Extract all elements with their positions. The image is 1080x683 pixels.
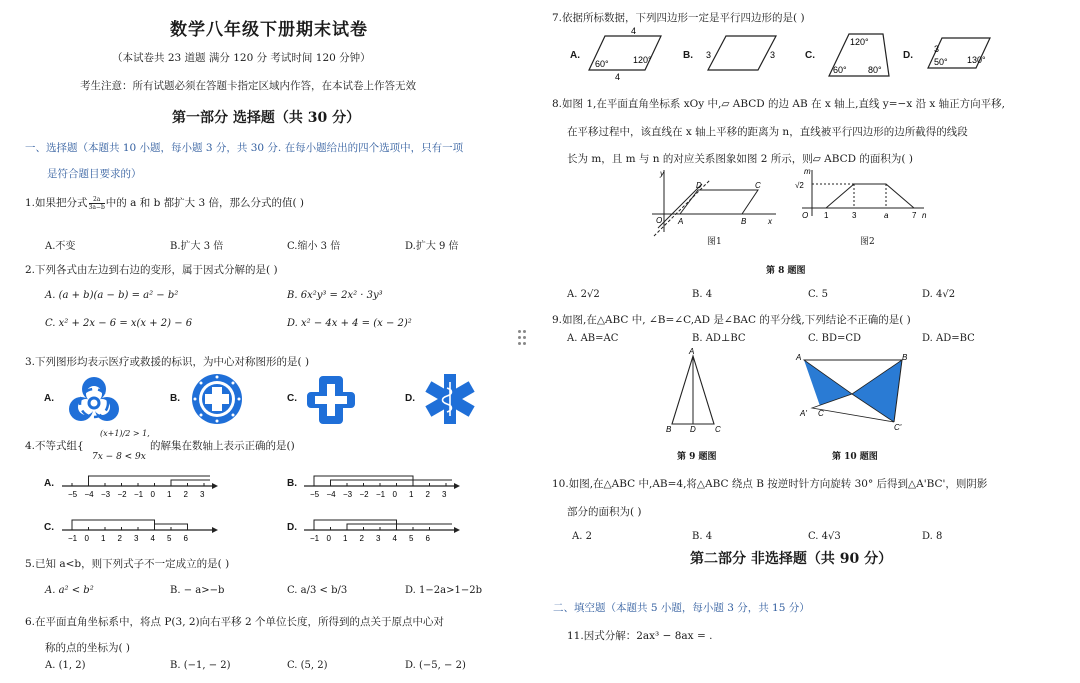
- tick-label: 6: [183, 534, 188, 543]
- q2-option-a[interactable]: A. (a + b)(a − b) = a² − b²: [45, 290, 179, 301]
- tick-label: 0: [392, 490, 397, 499]
- q7-figure-b[interactable]: [700, 26, 780, 82]
- tick-label: −5: [310, 490, 320, 499]
- question-3: 3.下列图形均表示医疗或救援的标识，为中心对称图形的是( ): [25, 356, 310, 368]
- q8g2-tick-a: a: [884, 211, 889, 220]
- q9-option-a[interactable]: A. AB=AC: [567, 333, 619, 344]
- q4-label-b[interactable]: B.: [287, 478, 297, 489]
- tick-label: 2: [425, 490, 430, 499]
- q7-label-a[interactable]: A.: [570, 50, 580, 61]
- q8-fig1-label: 图1: [707, 237, 722, 247]
- q7a-angle1: 60°: [595, 59, 609, 69]
- q4-system-2: 7x − 8 < 9x: [92, 452, 146, 462]
- solution-bracket: [72, 520, 155, 530]
- q1-option-a[interactable]: A.不变: [45, 241, 76, 252]
- q10-option-a[interactable]: A. 2: [572, 531, 592, 542]
- tick-label: 2: [183, 490, 188, 499]
- tick-label: −1: [376, 490, 386, 499]
- q10-c-label: C: [818, 409, 824, 418]
- axis-arrow: [454, 483, 460, 489]
- tick-label: 3: [442, 490, 447, 499]
- tick-label: 1: [101, 534, 106, 543]
- q9-b-label: B: [666, 425, 672, 434]
- solution-bracket: [347, 524, 452, 530]
- q5-option-b[interactable]: B. − a>−b: [170, 585, 225, 596]
- tick-label: −1: [68, 534, 78, 543]
- tick-label: −4: [326, 490, 336, 499]
- q8g2-n-label: n: [922, 211, 927, 220]
- q8g2-m-label: m: [804, 167, 811, 176]
- tick-label: 1: [409, 490, 414, 499]
- medical-cross-badge-icon[interactable]: [190, 372, 244, 426]
- axis-arrow: [212, 483, 218, 489]
- question-5: 5.已知 a<b，则下列式子不一定成立的是( ): [25, 558, 230, 570]
- q7d-side: 3: [934, 44, 940, 54]
- q8g1-c-label: C: [755, 181, 761, 190]
- question-10-line1: 10.如图,在△ABC 中,AB=4,将△ABC 绕点 B 按逆时针方向旋转 30° 后得到△A'BC'，则阴影: [552, 478, 988, 490]
- q7b-right: 3: [770, 50, 776, 60]
- solution-bracket: [89, 476, 211, 486]
- q4-number-line-a[interactable]: [60, 464, 220, 500]
- q4-number-line-c[interactable]: [60, 508, 220, 544]
- q4-text-a: 4.不等式组{: [25, 440, 84, 452]
- q7d-angle2: 130°: [967, 55, 986, 65]
- axis-arrow: [212, 527, 218, 533]
- q7d-angle1: 50°: [934, 57, 948, 67]
- q8g1-a-label: A: [678, 217, 684, 226]
- tick-label: −2: [359, 490, 369, 499]
- q4-number-line-b[interactable]: [302, 464, 462, 500]
- section1-line1: 一、选择题（本题共 10 小题，每小题 3 分，共 30 分. 在每小题给出的四个选项中，只有一项: [25, 142, 464, 154]
- q7-figure-c[interactable]: [825, 26, 893, 82]
- q10-c-prime-label: C': [894, 423, 902, 432]
- solution-bracket: [331, 480, 453, 486]
- axis-arrow: [454, 527, 460, 533]
- question-2: 2.下列各式由左边到右边的变形，属于因式分解的是( ): [25, 264, 278, 276]
- q6-option-c[interactable]: C. (5, 2): [287, 660, 328, 671]
- q1-text: 1.如果把分式: [25, 197, 88, 209]
- q7a-top: 4: [631, 26, 637, 36]
- q9-triangle-figure: [660, 346, 726, 434]
- q7-figure-a[interactable]: [583, 26, 668, 82]
- q9-option-d[interactable]: D. AD=BC: [922, 333, 975, 344]
- q7-label-d[interactable]: D.: [903, 50, 913, 61]
- q1-fraction: [89, 196, 105, 211]
- q8-option-a[interactable]: A. 2√2: [567, 289, 600, 300]
- q10-a-label: A: [796, 353, 802, 362]
- q3-label-d[interactable]: D.: [405, 393, 415, 404]
- q8g2-tick-7: 7: [912, 211, 917, 220]
- q7b-left: 3: [706, 50, 712, 60]
- q1-frac-den: 3a−b: [88, 203, 105, 211]
- q4-system-1: (x+1)/2 > 1,: [100, 429, 150, 438]
- q6-option-d[interactable]: D. (−5, − 2): [405, 660, 466, 671]
- exam-info: （本试卷共 23 道题 满分 120 分 考试时间 120 分钟）: [112, 52, 371, 64]
- q8-option-c[interactable]: C. 5: [808, 289, 829, 300]
- solution-bracket: [314, 520, 397, 530]
- q7a-bottom: 4: [615, 72, 621, 82]
- q4-label-a[interactable]: A.: [44, 478, 54, 489]
- q5-option-a[interactable]: A. a² < b²: [45, 585, 94, 596]
- q8-option-d[interactable]: D. 4√2: [922, 289, 956, 300]
- tick-label: 4: [392, 534, 397, 543]
- q10-option-c[interactable]: C. 4√3: [808, 531, 841, 542]
- question-9: 9.如图,在△ABC 中, ∠B=∠C,AD 是∠BAC 的平分线,下列结论不正确的是( ): [552, 314, 911, 326]
- q9-c-label: C: [715, 425, 721, 434]
- q3-label-a[interactable]: A.: [44, 393, 54, 404]
- column-drag-handle[interactable]: [518, 330, 528, 348]
- q1-text2: 中的 a 和 b 都扩大 3 倍，那么分式的值( ): [105, 197, 305, 209]
- q7-label-b[interactable]: B.: [683, 50, 693, 61]
- q7-label-c[interactable]: C.: [805, 50, 815, 61]
- q5-option-d[interactable]: D. 1−2a>1−2b: [405, 585, 482, 596]
- tick-label: 2: [359, 534, 364, 543]
- q8g1-o-label: O: [656, 216, 663, 225]
- q10-option-d[interactable]: D. 8: [922, 531, 943, 542]
- q8g1-d-label: D: [696, 181, 702, 190]
- q6-option-b[interactable]: B. (−1, − 2): [170, 660, 231, 671]
- exam-notice: 考生注意：所有试题必须在答题卡指定区域内作答，在本试卷上作答无效: [80, 80, 416, 92]
- tick-label: −2: [117, 490, 127, 499]
- q2-option-d[interactable]: D. x² − 4x + 4 = (x − 2)²: [287, 318, 412, 329]
- tick-label: 0: [150, 490, 155, 499]
- q8-caption: 第 8 题图: [766, 266, 806, 276]
- question-4: [25, 438, 84, 453]
- q8-fig2-label: 图2: [860, 237, 875, 247]
- q7a-angle2: 120°: [633, 55, 652, 65]
- q10-a-prime-label: A': [800, 409, 807, 418]
- question-8-line3: 长为 m，且 m 与 n 的对应关系图象如图 2 所示，则▱ ABCD 的面积为( ): [567, 153, 913, 165]
- part2-title: 第二部分 非选择题（共 90 分）: [690, 551, 893, 567]
- q1-option-d[interactable]: D.扩大 9 倍: [405, 241, 459, 252]
- tick-label: 5: [409, 534, 414, 543]
- q9-option-c[interactable]: C. BD=CD: [808, 333, 862, 344]
- section2-title: 二、填空题（本题共 5 小题，每小题 3 分，共 15 分）: [553, 602, 810, 614]
- q8g1-b-label: B: [741, 217, 747, 226]
- tick-label: 6: [425, 534, 430, 543]
- q9-d-label: D: [690, 425, 696, 434]
- section1-line2: 是符合题目要求的）: [47, 168, 142, 180]
- rounded-cross-icon[interactable]: [305, 374, 357, 426]
- question-6-line1: 6.在平面直角坐标系中，将点 P(3, 2)向右平移 2 个单位长度，所得到的点关于原点中心对: [25, 616, 445, 628]
- q8g2-tick-1: 1: [824, 211, 829, 220]
- tick-label: −1: [134, 490, 144, 499]
- tick-label: −5: [68, 490, 78, 499]
- tick-label: 3: [134, 534, 139, 543]
- question-10-line2: 部分的面积为( ): [567, 506, 642, 518]
- q10-b-label: B: [902, 353, 908, 362]
- q4-number-line-d[interactable]: [302, 508, 462, 544]
- q2-option-b[interactable]: B. 6x²y³ = 2x² · 3y³: [287, 290, 383, 301]
- exam-title: 数学八年级下册期末试卷: [170, 20, 368, 40]
- q8-figure-1: [648, 166, 780, 238]
- q7c-angle3: 80°: [868, 65, 882, 75]
- q6-option-a[interactable]: A. (1, 2): [45, 660, 86, 671]
- q8g2-root2-label: √2: [795, 181, 804, 190]
- tick-label: 1: [343, 534, 348, 543]
- tick-label: 0: [84, 534, 89, 543]
- q10-option-b[interactable]: B. 4: [692, 531, 713, 542]
- question-6-line2: 称的点的坐标为( ): [45, 642, 131, 654]
- tick-label: −1: [310, 534, 320, 543]
- biohazard-icon[interactable]: [66, 375, 122, 425]
- q1-frac-num: 2a: [89, 196, 105, 204]
- tick-label: 3: [376, 534, 381, 543]
- q4-text-b: 的解集在数轴上表示正确的是(): [150, 440, 295, 452]
- q8-option-b[interactable]: B. 4: [692, 289, 713, 300]
- tick-label: 1: [167, 490, 172, 499]
- question-11: 11.因式分解：2ax³ − 8ax = .: [567, 630, 713, 642]
- question-1: [25, 195, 304, 211]
- tick-label: 0: [326, 534, 331, 543]
- q1-option-c[interactable]: C.缩小 3 倍: [287, 241, 341, 252]
- tick-label: 2: [117, 534, 122, 543]
- q4-label-c[interactable]: C.: [44, 522, 54, 533]
- q5-option-c[interactable]: C. a/3 < b/3: [287, 585, 348, 596]
- question-8-line1: 8.如图 1,在平面直角坐标系 xOy 中,▱ ABCD 的边 AB 在 x 轴上,直线 y=−x 沿 x 轴正方向平移,: [552, 98, 1006, 110]
- tick-label: 3: [200, 490, 205, 499]
- q8-figure-2: [790, 166, 930, 226]
- question-8-line2: 在平移过程中，该直线在 x 轴上平移的距离为 n，直线被平行四边形的边所截得的线段: [567, 126, 968, 138]
- q10-rotation-figure: [790, 350, 915, 432]
- q7-figure-d[interactable]: [920, 30, 995, 76]
- star-of-life-icon[interactable]: [423, 372, 477, 426]
- tick-label: 5: [167, 534, 172, 543]
- q3-label-b[interactable]: B.: [170, 393, 180, 404]
- q8g2-tick-3: 3: [852, 211, 857, 220]
- tick-label: 4: [150, 534, 155, 543]
- q2-option-c[interactable]: C. x² + 2x − 6 = x(x + 2) − 6: [45, 318, 193, 329]
- q7c-angle2: 60°: [833, 65, 847, 75]
- part1-title: 第一部分 选择题（共 30 分）: [172, 110, 361, 126]
- q8g1-y-label: y: [660, 169, 664, 178]
- q1-option-b[interactable]: B.扩大 3 倍: [170, 241, 224, 252]
- q7c-angle1: 120°: [850, 37, 869, 47]
- q9-option-b[interactable]: B. AD⊥BC: [692, 333, 746, 344]
- question-7: 7.依据所标数据，下列四边形一定是平行四边形的是( ): [552, 12, 805, 24]
- q9-a-label: A: [689, 347, 695, 356]
- q4-label-d[interactable]: D.: [287, 522, 297, 533]
- tick-label: −3: [101, 490, 111, 499]
- q9-caption: 第 9 题图: [677, 452, 717, 462]
- tick-label: −3: [343, 490, 353, 499]
- q10-caption: 第 10 题图: [832, 452, 878, 462]
- tick-label: −4: [84, 490, 94, 499]
- q8g2-o-label: O: [802, 211, 809, 220]
- q3-label-c[interactable]: C.: [287, 393, 297, 404]
- q8g1-x-label: x: [768, 217, 772, 226]
